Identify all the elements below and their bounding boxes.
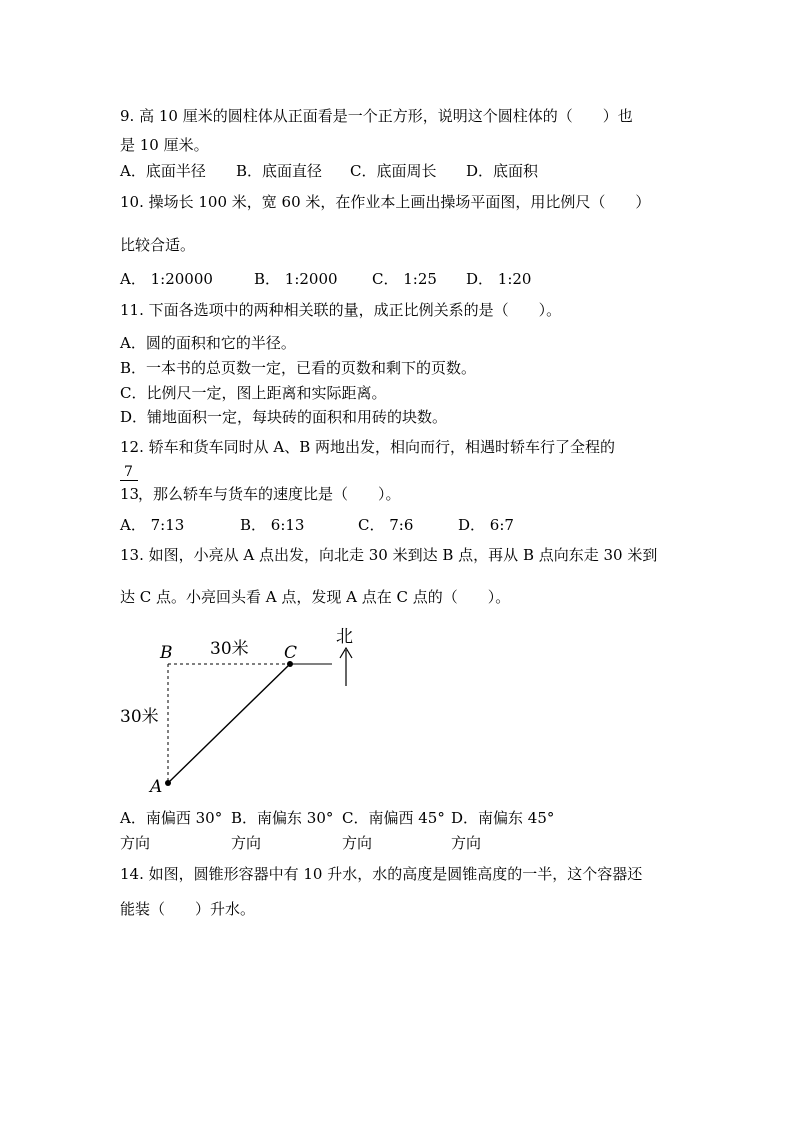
distance-ba-label: 30米	[120, 707, 159, 727]
q10-text-line1: 10. 操场长 100 米，宽 60 米，在作业本上画出操场平面图，用比例尺（ ）	[120, 193, 651, 211]
label-a: A	[150, 777, 163, 797]
q13-option-b: B．南偏东 30°	[231, 809, 334, 827]
q14-text-line1: 14. 如图，圆锥形容器中有 10 升水，水的高度是圆锥高度的一半，这个容器还	[120, 865, 643, 883]
q12-option-c: C． 7:6	[358, 516, 414, 534]
q11-option-c: C．比例尺一定，图上距离和实际距离。	[120, 384, 387, 402]
q13-text-line1: 13. 如图，小亮从 A 点出发，向北走 30 米到达 B 点，再从 B 点向东走 30 米到	[120, 546, 658, 564]
q11-text-line1: 11. 下面各选项中的两种相关联的量，成正比例关系的是（ ）。	[120, 301, 562, 319]
q13-option-b-suffix: 方向	[231, 834, 262, 852]
q13-direction-figure	[100, 620, 380, 800]
q10-option-b: B． 1:2000	[254, 270, 338, 288]
q10-text-line2: 比较合适。	[120, 236, 196, 254]
q12-fraction-bar	[120, 480, 138, 481]
q10-option-d: D． 1:20	[466, 270, 532, 288]
q11-option-a: A．圆的面积和它的半径。	[120, 334, 296, 352]
q10-option-a: A． 1:20000	[120, 270, 213, 288]
north-label: 北	[336, 627, 353, 647]
q9-option-b: B．底面直径	[236, 162, 323, 180]
label-c: C	[284, 643, 298, 663]
q13-option-a: A．南偏西 30°	[120, 809, 223, 827]
q13-option-c: C．南偏西 45°	[342, 809, 445, 827]
q13-text-line2: 达 C 点。小亮回头看 A 点，发现 A 点在 C 点的（ ）。	[120, 588, 511, 606]
q11-option-b: B．一本书的总页数一定，已看的页数和剩下的页数。	[120, 359, 477, 377]
q9-text-line1: 9. 高 10 厘米的圆柱体从正面看是一个正方形，说明这个圆柱体的（ ）也	[120, 107, 633, 125]
q11-option-d: D．铺地面积一定，每块砖的面积和用砖的块数。	[120, 408, 448, 426]
point-a	[165, 780, 171, 786]
q10-option-c: C． 1:25	[372, 270, 437, 288]
q9-text-line2: 是 10 厘米。	[120, 136, 209, 154]
q12-fraction-denominator: 13	[120, 485, 140, 503]
q12-text-line2: ，那么轿车与货车的速度比是（ ）。	[138, 485, 401, 503]
q13-option-d: D．南偏东 45°	[451, 809, 555, 827]
q12-fraction-numerator: 7	[124, 464, 133, 480]
q12-option-b: B． 6:13	[240, 516, 305, 534]
q12-option-a: A． 7:13	[120, 516, 185, 534]
segment-ac	[168, 664, 290, 783]
q9-option-d: D．底面积	[466, 162, 539, 180]
q9-option-c: C．底面周长	[350, 162, 437, 180]
q14-text-line2: 能装（ ）升水。	[120, 900, 256, 918]
label-b: B	[160, 643, 173, 663]
q13-option-a-suffix: 方向	[120, 834, 151, 852]
distance-bc-label: 30米	[210, 639, 249, 659]
q12-text-line1: 12. 轿车和货车同时从 A、B 两地出发，相向而行，相遇时轿车行了全程的	[120, 438, 616, 456]
q12-option-d: D． 6:7	[458, 516, 514, 534]
q13-option-d-suffix: 方向	[451, 834, 482, 852]
q9-option-a: A．底面半径	[120, 162, 206, 180]
q13-option-c-suffix: 方向	[342, 834, 373, 852]
